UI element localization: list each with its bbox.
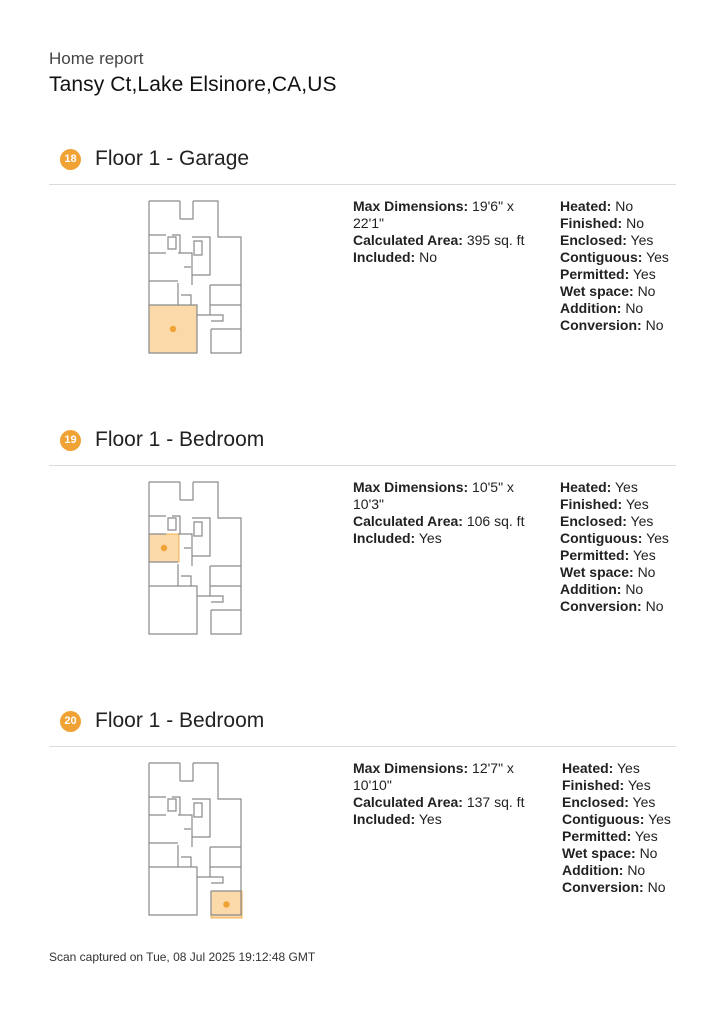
room-dimensions-block (353, 198, 533, 266)
max-dimensions-row: Max Dimensions: 10'5" x 10'3" (353, 479, 514, 512)
max-dimensions-row: Max Dimensions: 19'6" x 22'1" (353, 198, 514, 231)
enclosed-row: Enclosed: Yes (560, 513, 654, 529)
room-number-badge: 19 (60, 430, 81, 451)
floor-plan-drawing (144, 759, 246, 919)
room-attributes-block (562, 760, 672, 896)
finished-row: Finished: No (560, 215, 645, 231)
room-marker-icon (223, 901, 229, 907)
heated-row: Heated: Yes (562, 760, 640, 776)
floor-label: Floor 1 (95, 709, 161, 732)
room-name: Garage (179, 147, 250, 170)
title-separator: - (160, 428, 180, 451)
room-marker-icon (170, 326, 176, 332)
room-marker-icon (161, 545, 167, 551)
scan-timestamp: Scan captured on Tue, 08 Jul 2025 19:12:48 GMT (49, 950, 316, 964)
finished-row: Finished: Yes (560, 496, 649, 512)
included-row: Included: Yes (353, 530, 442, 546)
calculated-area-row: Calculated Area: 137 sq. ft (353, 794, 525, 810)
room-dimensions-block (353, 479, 533, 547)
room-attributes-block (560, 198, 670, 334)
floor-plan-drawing (144, 478, 246, 638)
room-name: Bedroom (179, 428, 265, 451)
room-title (95, 428, 264, 452)
room-header (60, 143, 249, 175)
heated-row: Heated: No (560, 198, 634, 214)
permitted-row: Permitted: Yes (560, 266, 656, 282)
calculated-area-row: Calculated Area: 395 sq. ft (353, 232, 525, 248)
enclosed-row: Enclosed: Yes (560, 232, 654, 248)
title-separator: - (160, 147, 180, 170)
room-attributes-block (560, 479, 670, 615)
section-divider (49, 746, 676, 747)
conversion-row: Conversion: No (560, 317, 664, 333)
permitted-row: Permitted: Yes (560, 547, 656, 563)
room-header (60, 424, 264, 456)
conversion-row: Conversion: No (560, 598, 664, 614)
room-title (95, 147, 249, 171)
floor-plan-drawing (144, 197, 246, 357)
wet-space-row: Wet space: No (560, 283, 656, 299)
included-row: Included: Yes (353, 811, 442, 827)
room-number-badge: 20 (60, 711, 81, 732)
section-divider (49, 465, 676, 466)
room-header (60, 705, 264, 737)
finished-row: Finished: Yes (562, 777, 651, 793)
heated-row: Heated: Yes (560, 479, 638, 495)
permitted-row: Permitted: Yes (562, 828, 658, 844)
room-section (0, 143, 724, 413)
room-name: Bedroom (179, 709, 265, 732)
room-title (95, 709, 264, 733)
floor-label: Floor 1 (95, 428, 161, 451)
property-address: Tansy Ct,Lake Elsinore,CA,US (49, 73, 337, 96)
addition-row: Addition: No (560, 581, 644, 597)
contiguous-row: Contiguous: Yes (560, 530, 669, 546)
title-separator: - (160, 709, 180, 732)
addition-row: Addition: No (560, 300, 644, 316)
calculated-area-row: Calculated Area: 106 sq. ft (353, 513, 525, 529)
floor-plan-thumbnail (144, 197, 246, 357)
contiguous-row: Contiguous: Yes (562, 811, 671, 827)
wet-space-row: Wet space: No (562, 845, 658, 861)
contiguous-row: Contiguous: Yes (560, 249, 669, 265)
addition-row: Addition: No (562, 862, 646, 878)
room-section (0, 705, 724, 975)
max-dimensions-row: Max Dimensions: 12'7" x 10'10" (353, 760, 514, 793)
wet-space-row: Wet space: No (560, 564, 656, 580)
report-label: Home report (49, 49, 144, 68)
floor-label: Floor 1 (95, 147, 161, 170)
included-row: Included: No (353, 249, 438, 265)
section-divider (49, 184, 676, 185)
room-section (0, 424, 724, 694)
enclosed-row: Enclosed: Yes (562, 794, 656, 810)
conversion-row: Conversion: No (562, 879, 666, 895)
room-dimensions-block (353, 760, 533, 828)
room-number-badge: 18 (60, 149, 81, 170)
floor-plan-thumbnail (144, 759, 246, 919)
floor-plan-thumbnail (144, 478, 246, 638)
